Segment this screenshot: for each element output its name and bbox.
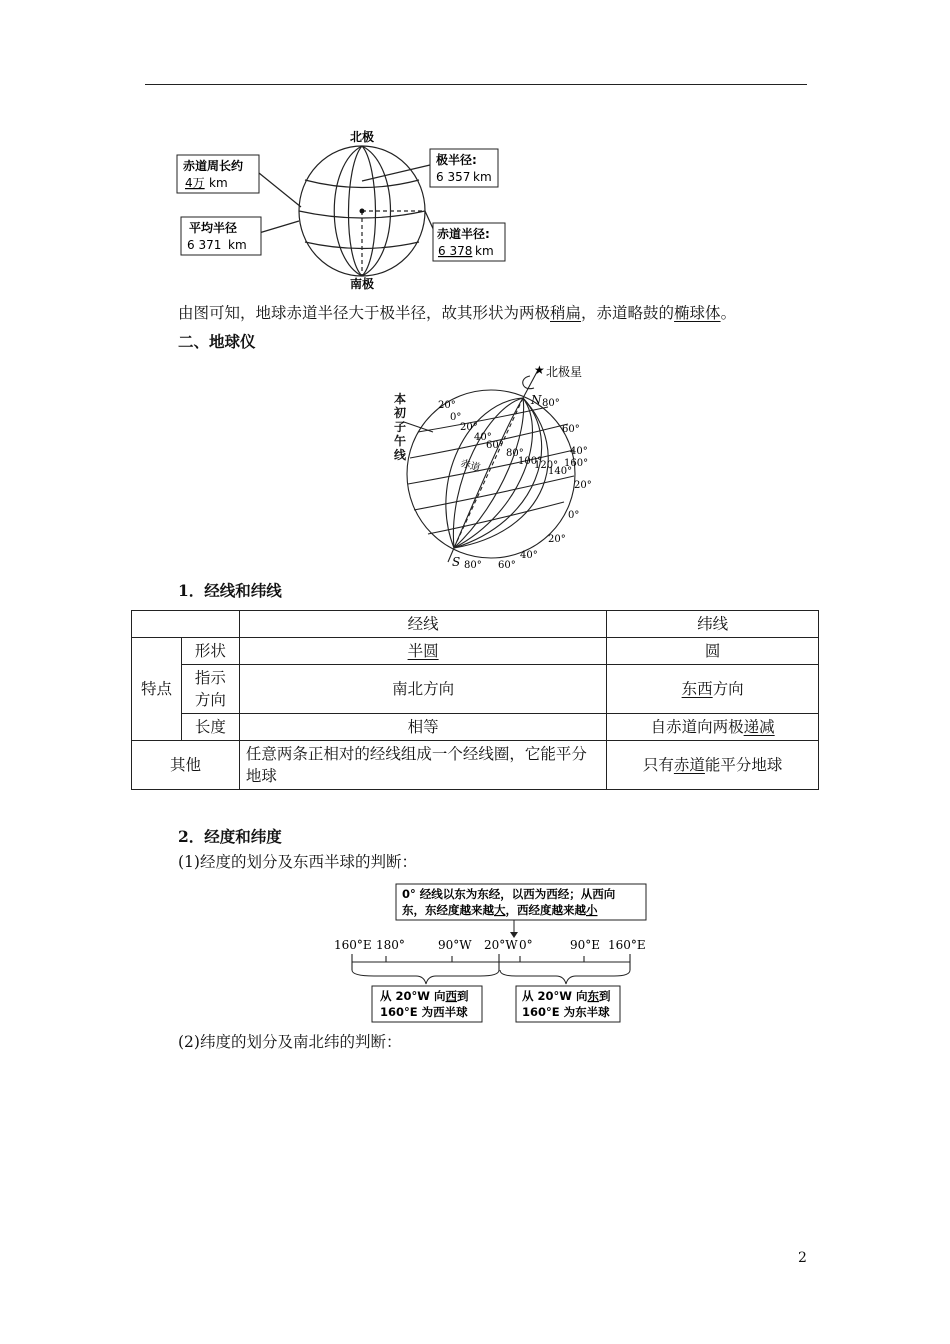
earth-shape-figure [175, 125, 515, 290]
svg-text:km: km [228, 238, 247, 252]
svg-text:140°: 140° [548, 466, 573, 477]
group-label: 特点 [132, 638, 182, 741]
svg-text:20°: 20° [438, 400, 456, 411]
svg-text:km: km [209, 176, 228, 190]
svg-text:从 20°W 向东到: 从 20°W 向东到 [522, 989, 611, 1003]
subsection-longitude: (1)经度的划分及东西半球的判断： [178, 853, 417, 871]
svg-text:20°: 20° [548, 534, 566, 545]
south-pole-label: 南极 [350, 277, 375, 290]
svg-text:160°E: 160°E [334, 938, 372, 952]
svg-text:20°W: 20°W [484, 938, 518, 952]
section1-title: 1．经线和纬线 [178, 581, 282, 600]
north-star-label: 北极星 [546, 365, 583, 379]
prime-meridian-label: 本初子午线 [394, 392, 407, 462]
table-row: 其他 任意两条正相对的经线组成一个经线圈，它能平分地球 只有赤道能平分地球 [132, 741, 819, 790]
svg-text:40°: 40° [474, 432, 492, 443]
table-row: 指示方向 南北方向 东西方向 [132, 665, 819, 714]
svg-text:0°: 0° [450, 412, 462, 423]
svg-text:平均半径: 平均半径 [189, 221, 238, 235]
svg-text:从 20°W 向西到: 从 20°W 向西到 [380, 989, 469, 1003]
svg-text:160°E 为东半球: 160°E 为东半球 [522, 1005, 610, 1019]
svg-text:180°: 180° [376, 938, 405, 952]
svg-text:20°: 20° [574, 480, 592, 491]
heading-globe: 二、地球仪 [178, 332, 256, 351]
north-pole-label: 北极 [350, 130, 375, 144]
svg-text:80°: 80° [506, 448, 524, 459]
svg-text:0°: 0° [519, 938, 533, 952]
svg-text:★: ★ [534, 363, 545, 377]
header-rule [145, 84, 807, 85]
svg-text:80°: 80° [464, 560, 482, 571]
svg-text:0° 经线以东为东经，以西为西经；从西向: 0° 经线以东为东经，以西为西经；从西向 [402, 887, 616, 901]
svg-text:90°E: 90°E [570, 938, 601, 952]
svg-text:S: S [452, 555, 461, 569]
svg-text:40°: 40° [570, 446, 588, 457]
paragraph-shape: 由图可知，地球赤道半径大于极半径，故其形状为两极稍扁，赤道略鼓的椭球体。 [178, 304, 737, 322]
svg-text:160°E: 160°E [608, 938, 646, 952]
svg-text:6 371: 6 371 [187, 238, 222, 252]
page-number: 2 [798, 1250, 807, 1266]
table-row: 长度 相等 自赤道向两极递减 [132, 714, 819, 741]
svg-text:N: N [531, 393, 542, 407]
longitude-diagram [334, 880, 650, 1028]
svg-text:东，东经度越来越大，西经度越来越小: 东，东经度越来越大，西经度越来越小 [402, 903, 598, 917]
svg-text:40°: 40° [520, 550, 538, 561]
svg-text:160°: 160° [564, 458, 589, 469]
svg-text:60°: 60° [498, 560, 516, 571]
table-row: 特点 形状 半圆 圆 [132, 638, 819, 665]
svg-text:km: km [475, 244, 494, 258]
svg-text:km: km [473, 170, 492, 184]
globe-figure [388, 362, 608, 574]
svg-text:6 378: 6 378 [438, 244, 473, 258]
svg-text:4万: 4万 [185, 176, 205, 190]
svg-text:160°E 为西半球: 160°E 为西半球 [380, 1005, 468, 1019]
svg-text:90°W: 90°W [438, 938, 472, 952]
svg-text:60°: 60° [562, 424, 580, 435]
svg-text:赤道周长约: 赤道周长约 [183, 159, 244, 173]
table-row [132, 611, 819, 638]
svg-text:20°: 20° [460, 422, 478, 433]
svg-text:0°: 0° [568, 510, 580, 521]
svg-text:120°: 120° [534, 460, 559, 471]
svg-text:6 357: 6 357 [436, 170, 471, 184]
subsection-latitude: (2)纬度的划分及南北纬的判断： [178, 1033, 402, 1051]
svg-text:80°: 80° [542, 398, 560, 409]
svg-text:60°: 60° [486, 440, 504, 451]
col-header-parallel: 纬线 [607, 611, 819, 638]
meridian-parallel-table [131, 610, 819, 790]
svg-text:赤道半径:: 赤道半径: [437, 227, 490, 241]
equator-label: 赤道 [459, 458, 482, 475]
col-header-meridian: 经线 [239, 611, 606, 638]
svg-text:100°: 100° [518, 456, 543, 467]
svg-text:极半径:: 极半径: [436, 153, 477, 167]
section2-title: 2．经度和纬度 [178, 827, 282, 846]
